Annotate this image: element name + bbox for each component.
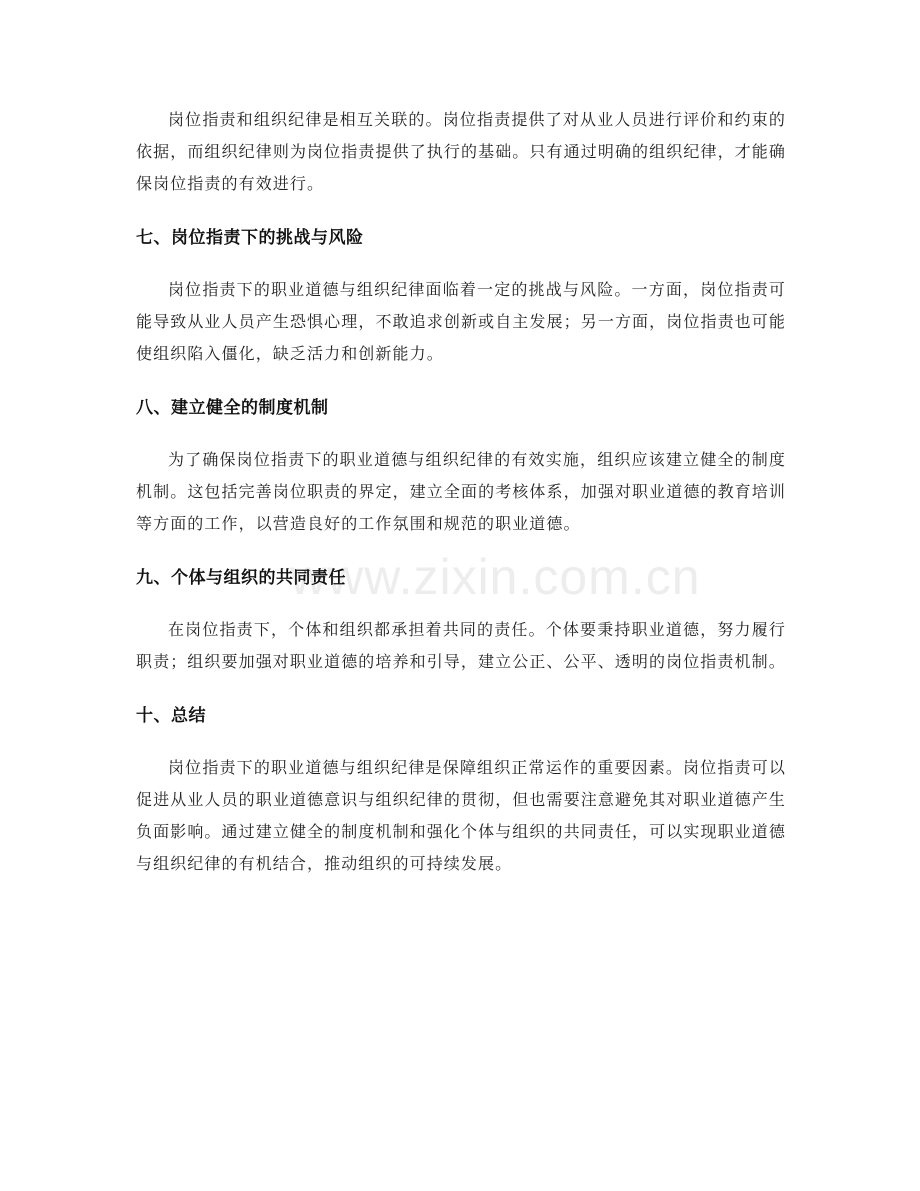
paragraph-intro: 岗位指责和组织纪律是相互关联的。岗位指责提供了对从业人员进行评价和约束的依据，而组织纪律则为岗位指责提供了执行的基础。只有通过明确的组织纪律，才能确保岗位指责的有效进行。 bbox=[136, 110, 786, 193]
document-body bbox=[136, 104, 786, 880]
section-heading-9: 九、个体与组织的共同责任 bbox=[136, 568, 346, 588]
section-heading-8: 八、建立健全的制度机制 bbox=[136, 398, 329, 418]
paragraph-section-9: 在岗位指责下，个体和组织都承担着共同的责任。个体要秉持职业道德，努力履行职责；组织要加强对职业道德的培养和引导，建立公正、公平、透明的岗位指责机制。 bbox=[136, 620, 786, 671]
paragraph-section-10: 岗位指责下的职业道德与组织纪律是保障组织正常运作的重要因素。岗位指责可以促进从业人员的职业道德意识与组织纪律的贯彻，但也需要注意避免其对职业道德产生负面影响。通过建立健全的制度机制和强化个体与组织的共同责任，可以实现职业道德与组织纪律的有机结合，推动组织的可持续发展。 bbox=[136, 758, 786, 873]
section-heading-7: 七、岗位指责下的挑战与风险 bbox=[136, 228, 364, 248]
paragraph-section-8: 为了确保岗位指责下的职业道德与组织纪律的有效实施，组织应该建立健全的制度机制。这包括完善岗位职责的界定，建立全面的考核体系，加强对职业道德的教育培训等方面的工作，以营造良好的工作氛围和规范的职业道德。 bbox=[136, 450, 786, 533]
section-heading-10: 十、总结 bbox=[136, 706, 206, 726]
paragraph-section-7: 岗位指责下的职业道德与组织纪律面临着一定的挑战与风险。一方面，岗位指责可能导致从业人员产生恐惧心理，不敢追求创新或自主发展；另一方面，岗位指责也可能使组织陷入僵化，缺乏活力和创新能力。 bbox=[136, 280, 786, 363]
watermark: www.zixin.com.cn bbox=[290, 549, 701, 605]
